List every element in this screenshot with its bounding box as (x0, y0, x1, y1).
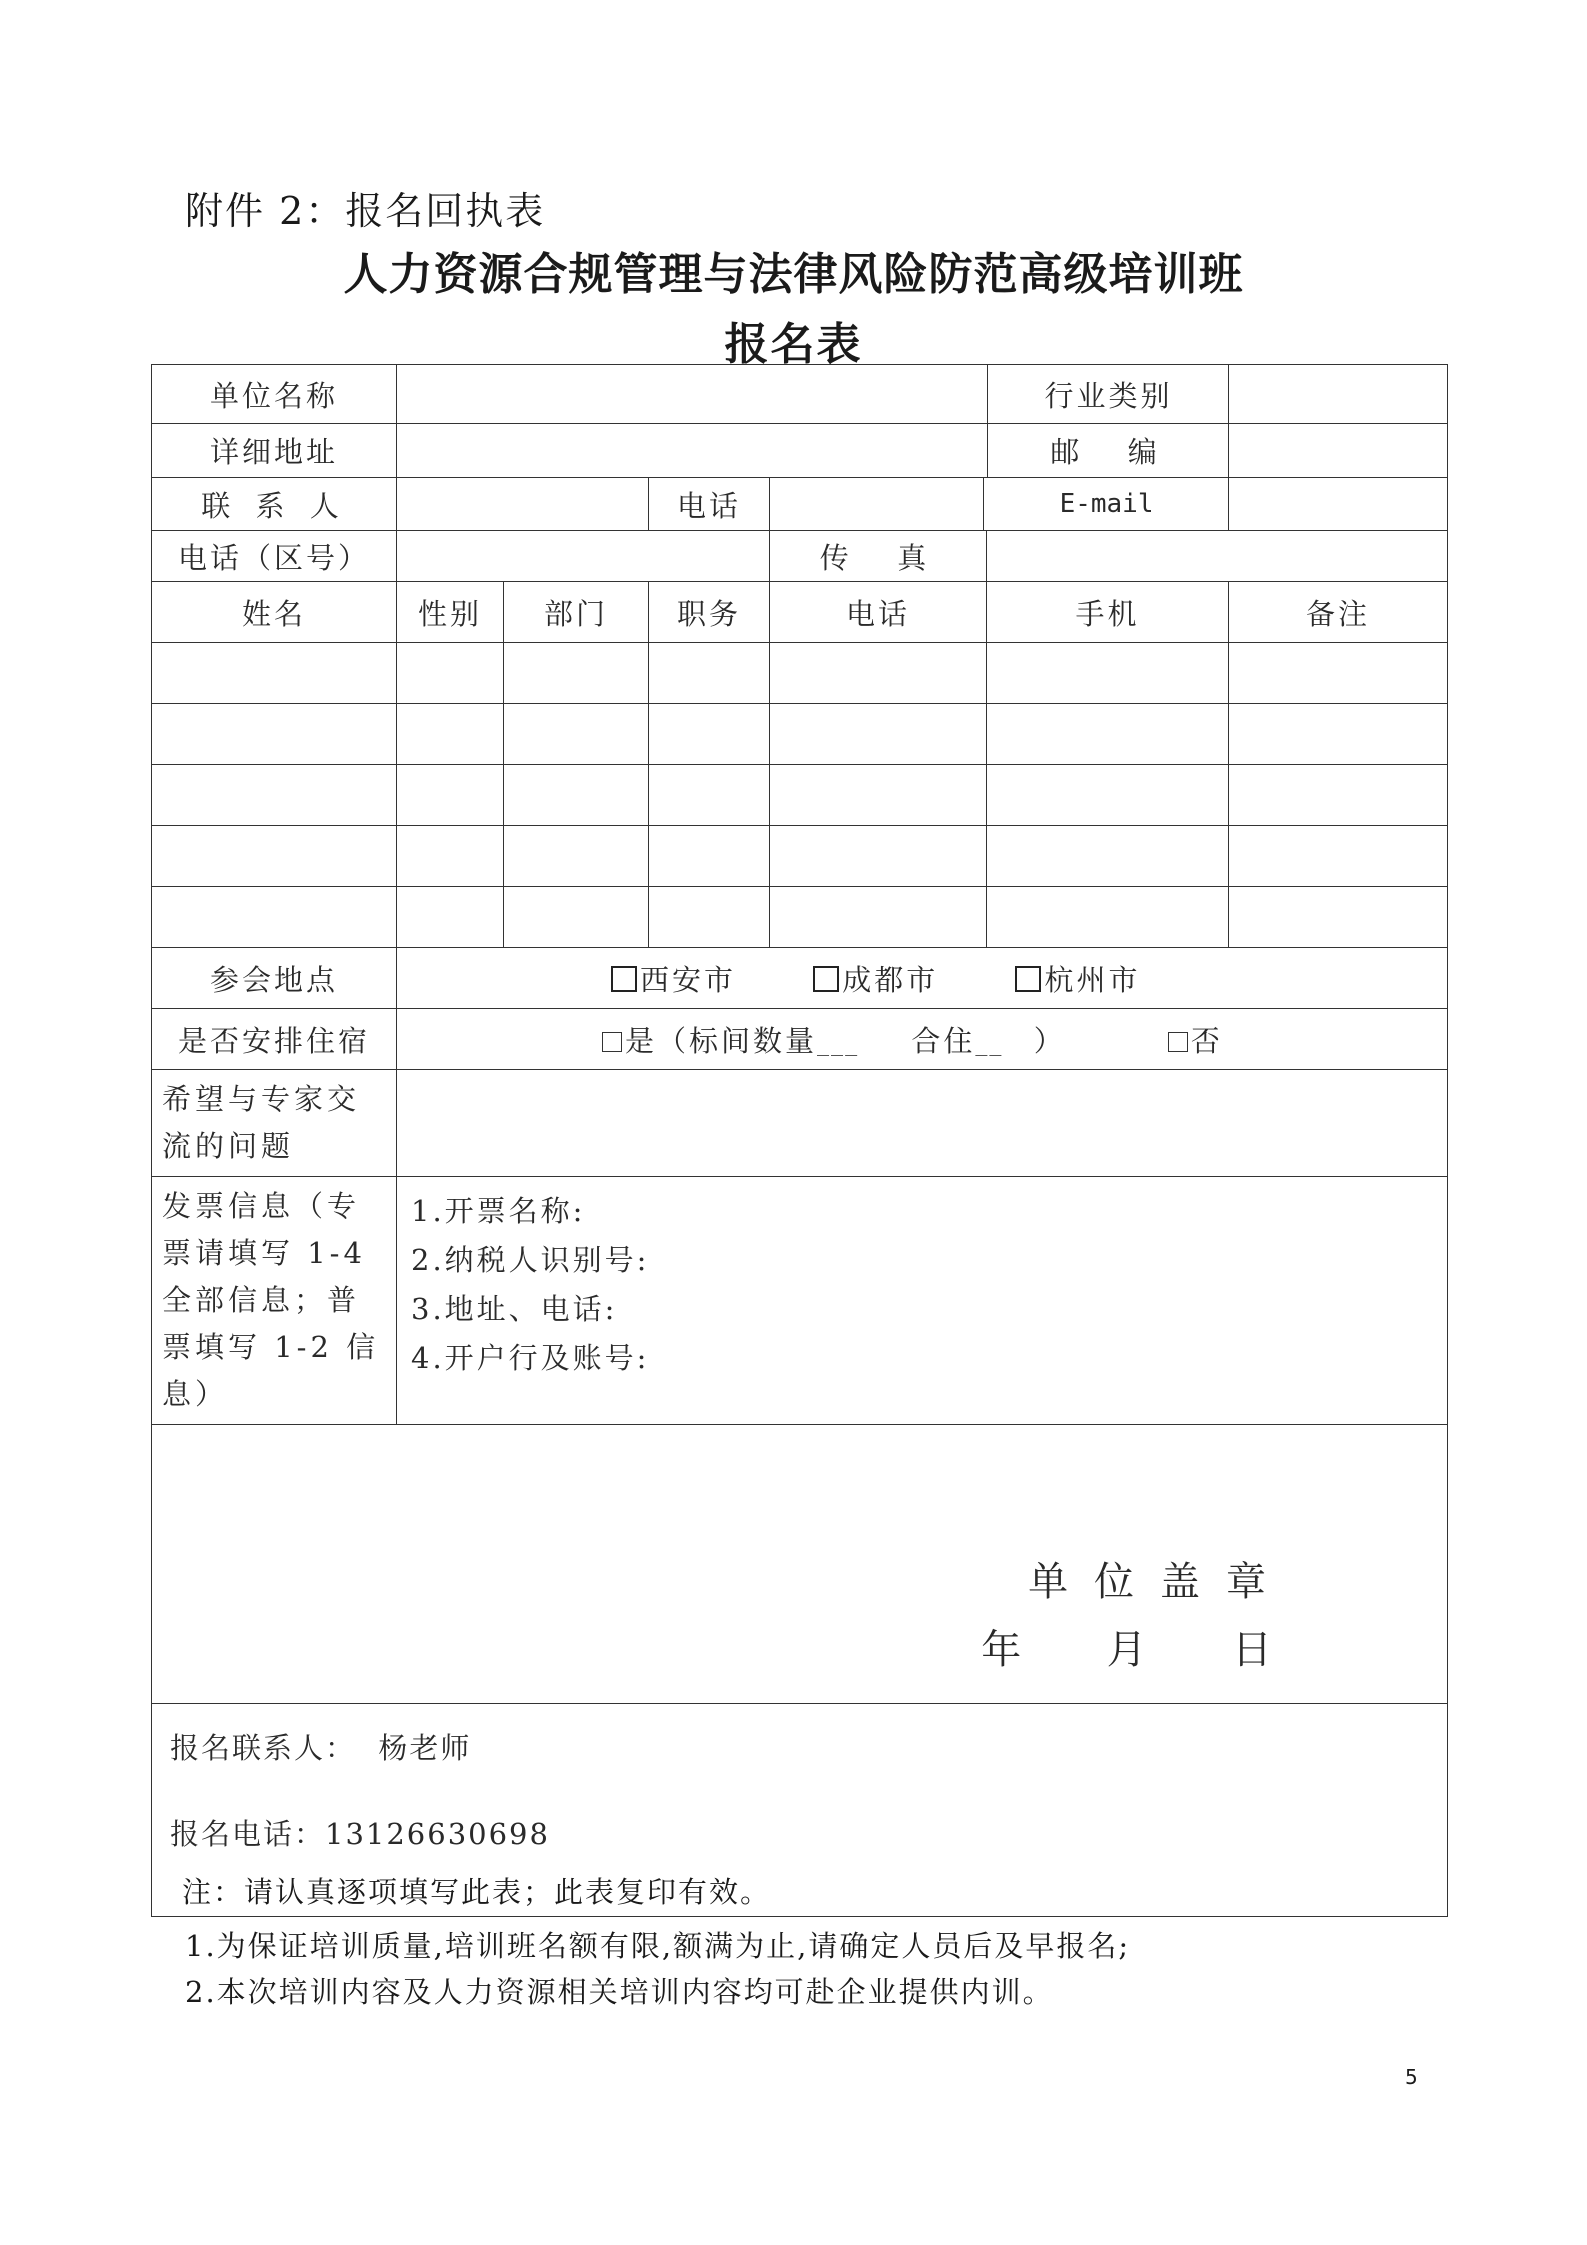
invoice-info (397, 1177, 1448, 1425)
address-field[interactable] (397, 424, 988, 477)
checkbox-icon[interactable] (1168, 1032, 1188, 1052)
name-cell[interactable] (152, 643, 397, 704)
venue-option-xian[interactable]: 西安市 (611, 963, 736, 997)
table-header-row (152, 582, 1448, 643)
department-cell[interactable] (504, 765, 649, 826)
address-area (397, 424, 1229, 478)
contact-person: 报名联系人： 杨老师 (170, 1731, 472, 1765)
position-cell[interactable] (649, 765, 770, 826)
gender-cell[interactable] (397, 704, 504, 765)
seal-area (152, 1425, 1448, 1704)
mobile-cell[interactable] (987, 887, 1229, 948)
mobile-cell[interactable] (987, 765, 1229, 826)
phone-cell[interactable] (770, 765, 987, 826)
row-phone-area (152, 531, 1448, 582)
row-contact (152, 478, 1448, 531)
position-cell[interactable] (649, 643, 770, 704)
phone-area-label: 电话（区号） (152, 531, 397, 582)
questions-label: 希望与专家交流的问题 (152, 1070, 397, 1177)
row-lodging (152, 1009, 1448, 1070)
email-field[interactable] (1229, 478, 1448, 531)
remark-cell[interactable] (1229, 887, 1448, 948)
contact-label: 联 系 人 (152, 478, 397, 531)
mobile-cell[interactable] (987, 643, 1229, 704)
attachment-label: 附件 2：报名回执表 (185, 189, 546, 233)
address-label: 详细地址 (152, 424, 397, 478)
invoice-item-title: 1.开票名称: (411, 1194, 586, 1228)
phone-area-field[interactable] (397, 531, 770, 582)
row-unit (152, 365, 1448, 424)
lodging-close-paren: ） (1033, 1023, 1066, 1058)
invoice-label: 发票信息（专票请填写 1-4 全部信息；普票填写 1-2 信息） (152, 1177, 397, 1425)
unit-name-label: 单位名称 (152, 365, 397, 424)
row-questions (152, 1070, 1448, 1177)
invoice-item-address: 3.地址、电话: (411, 1292, 618, 1326)
phone-cell[interactable] (770, 643, 987, 704)
venue-label: 参会地点 (152, 948, 397, 1009)
table-row (152, 826, 1448, 887)
position-cell[interactable] (649, 887, 770, 948)
page-number: 5 (1405, 2065, 1418, 2089)
industry-label: 行业类别 (1044, 378, 1173, 413)
remark-cell[interactable] (1229, 643, 1448, 704)
gender-cell[interactable] (397, 643, 504, 704)
invoice-item-bank: 4.开户行及账号: (411, 1341, 650, 1375)
note-line-2: 2.本次培训内容及人力资源相关培训内容均可赴企业提供内训。 (185, 1975, 1054, 2009)
remark-cell[interactable] (1229, 826, 1448, 887)
share-blank[interactable]: __ (975, 1031, 1004, 1056)
phone-label: 电话 (649, 478, 770, 531)
col-mobile: 手机 (987, 582, 1229, 643)
postcode-field[interactable] (1229, 424, 1448, 478)
registration-form (151, 364, 1448, 1917)
table-row (152, 643, 1448, 704)
room-count-blank[interactable]: ___ (817, 1031, 860, 1056)
checkbox-icon[interactable] (813, 966, 839, 992)
note-line-0: 注：请认真逐项填写此表；此表复印有效。 (182, 1875, 772, 1909)
phone-cell[interactable] (770, 826, 987, 887)
name-cell[interactable] (152, 887, 397, 948)
gender-cell[interactable] (397, 765, 504, 826)
contact-field[interactable] (397, 478, 649, 531)
name-cell[interactable] (152, 765, 397, 826)
gender-cell[interactable] (397, 887, 504, 948)
row-address (152, 424, 1448, 478)
fax-field[interactable] (987, 531, 1448, 582)
department-cell[interactable] (504, 643, 649, 704)
postcode-label: 邮 编 (1050, 435, 1167, 469)
table-row (152, 765, 1448, 826)
mobile-cell[interactable] (987, 704, 1229, 765)
remark-cell[interactable] (1229, 704, 1448, 765)
lodging-options (397, 1009, 1448, 1070)
remark-cell[interactable] (1229, 765, 1448, 826)
table-row (152, 704, 1448, 765)
table-row (152, 887, 1448, 948)
position-cell[interactable] (649, 704, 770, 765)
phone-field[interactable] (770, 478, 984, 530)
row-venue (152, 948, 1448, 1009)
col-position: 职务 (649, 582, 770, 643)
name-cell[interactable] (152, 826, 397, 887)
department-cell[interactable] (504, 826, 649, 887)
venue-option-hangzhou[interactable]: 杭州市 (1015, 963, 1140, 997)
date-label: 年 月 日 (981, 1627, 1293, 1673)
lodging-no-option[interactable]: 否 (1168, 1024, 1223, 1058)
gender-cell[interactable] (397, 826, 504, 887)
checkbox-icon[interactable] (611, 966, 637, 992)
checkbox-icon[interactable] (1015, 966, 1041, 992)
col-name: 姓名 (152, 582, 397, 643)
unit-name-field[interactable] (397, 365, 988, 423)
phone-cell[interactable] (770, 704, 987, 765)
venue-options (397, 948, 1448, 1009)
fax-label: 传 真 (770, 531, 987, 582)
col-phone: 电话 (770, 582, 987, 643)
col-department: 部门 (504, 582, 649, 643)
questions-field[interactable] (397, 1070, 1448, 1177)
phone-cell[interactable] (770, 887, 987, 948)
phone-email-area (770, 478, 1229, 531)
share-label: 合住 (911, 1023, 976, 1058)
contact-phone: 报名电话：13126630698 (170, 1817, 550, 1851)
note-line-1: 1.为保证培训质量,培训班名额有限,额满为止,请确定人员后及早报名; (185, 1929, 1131, 1963)
lodging-label: 是否安排住宿 (152, 1009, 397, 1070)
unit-seal-label: 单位盖章 (1028, 1559, 1293, 1605)
form-title: 人力资源合规管理与法律风险防范高级培训班 (343, 249, 1244, 300)
invoice-item-taxid: 2.纳税人识别号: (411, 1243, 650, 1277)
row-invoice (152, 1177, 1448, 1425)
department-cell[interactable] (504, 887, 649, 948)
venue-option-chengdu[interactable]: 成都市 (813, 963, 938, 997)
unit-name-area (397, 365, 1229, 424)
lodging-yes-option[interactable]: 是（标间数量 (602, 1024, 817, 1058)
email-label: E-mail (1059, 489, 1154, 519)
row-seal (152, 1425, 1448, 1704)
checkbox-icon[interactable] (602, 1032, 622, 1052)
industry-field[interactable] (1229, 365, 1448, 424)
position-cell[interactable] (649, 826, 770, 887)
col-remark: 备注 (1229, 582, 1448, 643)
col-gender: 性别 (397, 582, 504, 643)
form-subtitle: 报名表 (724, 319, 863, 370)
name-cell[interactable] (152, 704, 397, 765)
department-cell[interactable] (504, 704, 649, 765)
mobile-cell[interactable] (987, 826, 1229, 887)
